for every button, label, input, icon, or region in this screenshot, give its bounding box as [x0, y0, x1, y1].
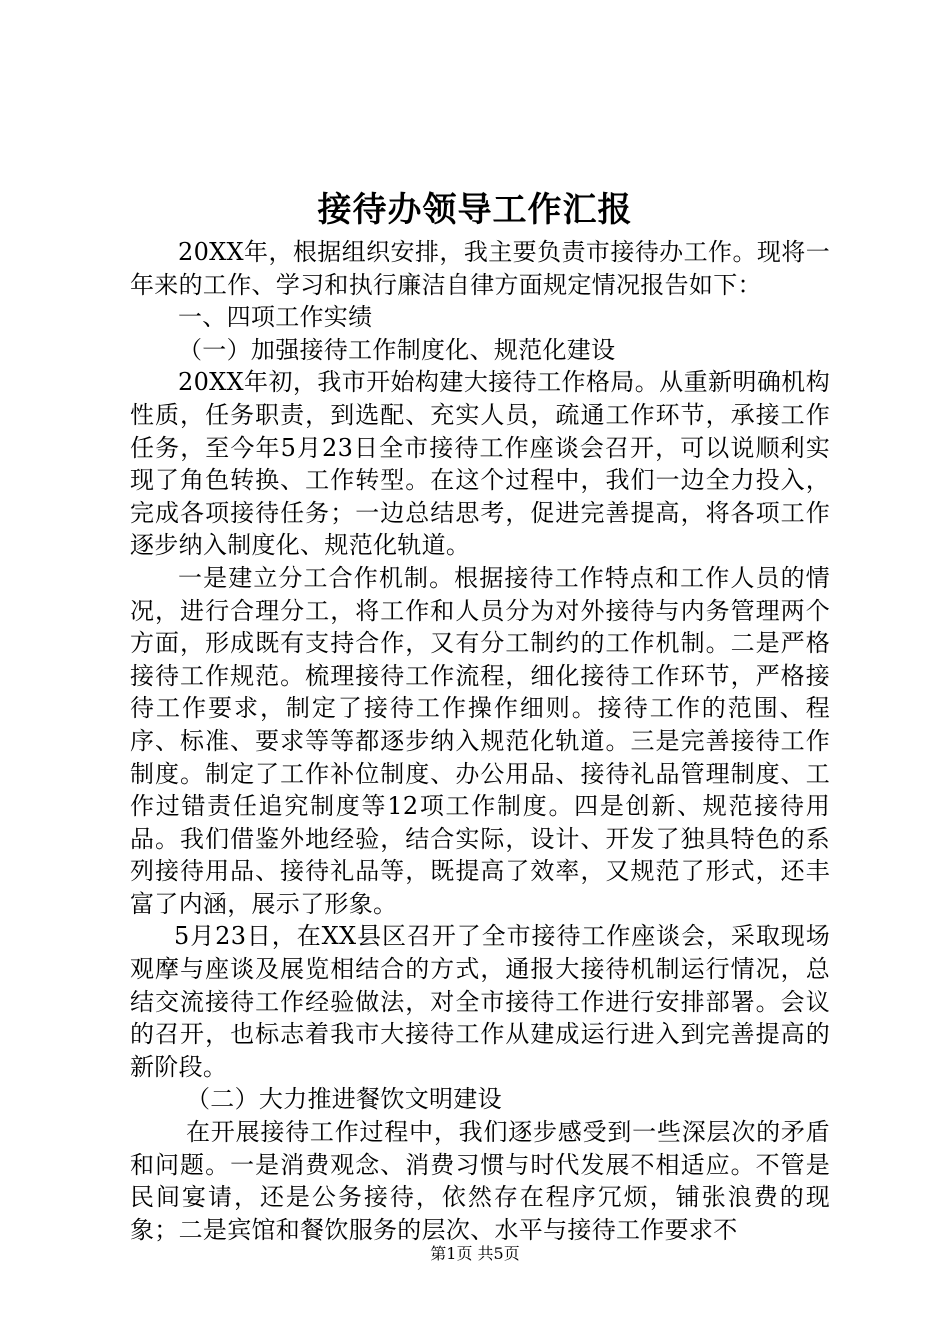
subsection-heading-1: （一）加强接待工作制度化、规范化建设 [178, 335, 616, 364]
paragraph-intro: 20XX年，根据组织安排，我主要负责市接待办工作。现将一年来的工作、学习和执行廉洁自律方面规定情况报告如下： [130, 238, 830, 299]
paragraph-problems: 在开展接待工作过程中，我们逐步感受到一些深层次的矛盾和问题。一是消费观念、消费习惯与时代发展不相适应。不管是民间宴请，还是公务接待，依然存在程序冗烦，铺张浪费的现象；二是宾馆和餐饮服务的层次、水平与接待工作要求不 [130, 1118, 830, 1244]
subsection-heading-2: （二）大力推进餐饮文明建设 [186, 1085, 502, 1114]
section-heading-1: 一、四项工作实绩 [178, 303, 373, 332]
paragraph-background: 20XX年初，我市开始构建大接待工作格局。从重新明确机构性质，任务职责，到选配、充实人员，疏通工作环节，承接工作任务，至今年5月23日全市接待工作座谈会召开，可以说顺利实现了角色转换、工作转型。在这个过程中，我们一边全力投入，完成各项接待任务；一边总结思考，促进完善提高，将各项工作逐步纳入制度化、规范化轨道。 [130, 368, 830, 560]
paragraph-mechanisms: 一是建立分工合作机制。根据接待工作特点和工作人员的情况，进行合理分工，将工作和人员分为对外接待与内务管理两个方面，形成既有支持合作，又有分工制约的工作机制。二是严格接待工作规范。梳理接待工作流程，细化接待工作环节，严格接待工作要求，制定了接待工作操作细则。接待工作的范围、程序、标准、要求等等都逐步纳入规范化轨道。三是完善接待工作制度。制定了工作补位制度、办公用品、接待礼品管理制度、工作过错责任追究制度等12项工作制度。四是创新、规范接待用品。我们借鉴外地经验，结合实际，设计、开发了独具特色的系列接待用品、接待礼品等，既提高了效率，又规范了形式，还丰富了内涵，展示了形象。 [130, 563, 830, 918]
document-body [130, 236, 830, 1246]
page-number-footer: 第1页 共5页 [430, 1244, 520, 1263]
document-title: 接待办领导工作汇报 [317, 190, 633, 230]
paragraph-meeting: 5月23日，在XX县区召开了全市接待工作座谈会，采取现场观摩与座谈及展览相结合的方式，通报大接待机制运行情况，总结交流接待工作经验做法，对全市接待工作进行安排部署。会议的召开，也标志着我市大接待工作从建成运行进入到完善提高的新阶段。 [130, 922, 830, 1081]
